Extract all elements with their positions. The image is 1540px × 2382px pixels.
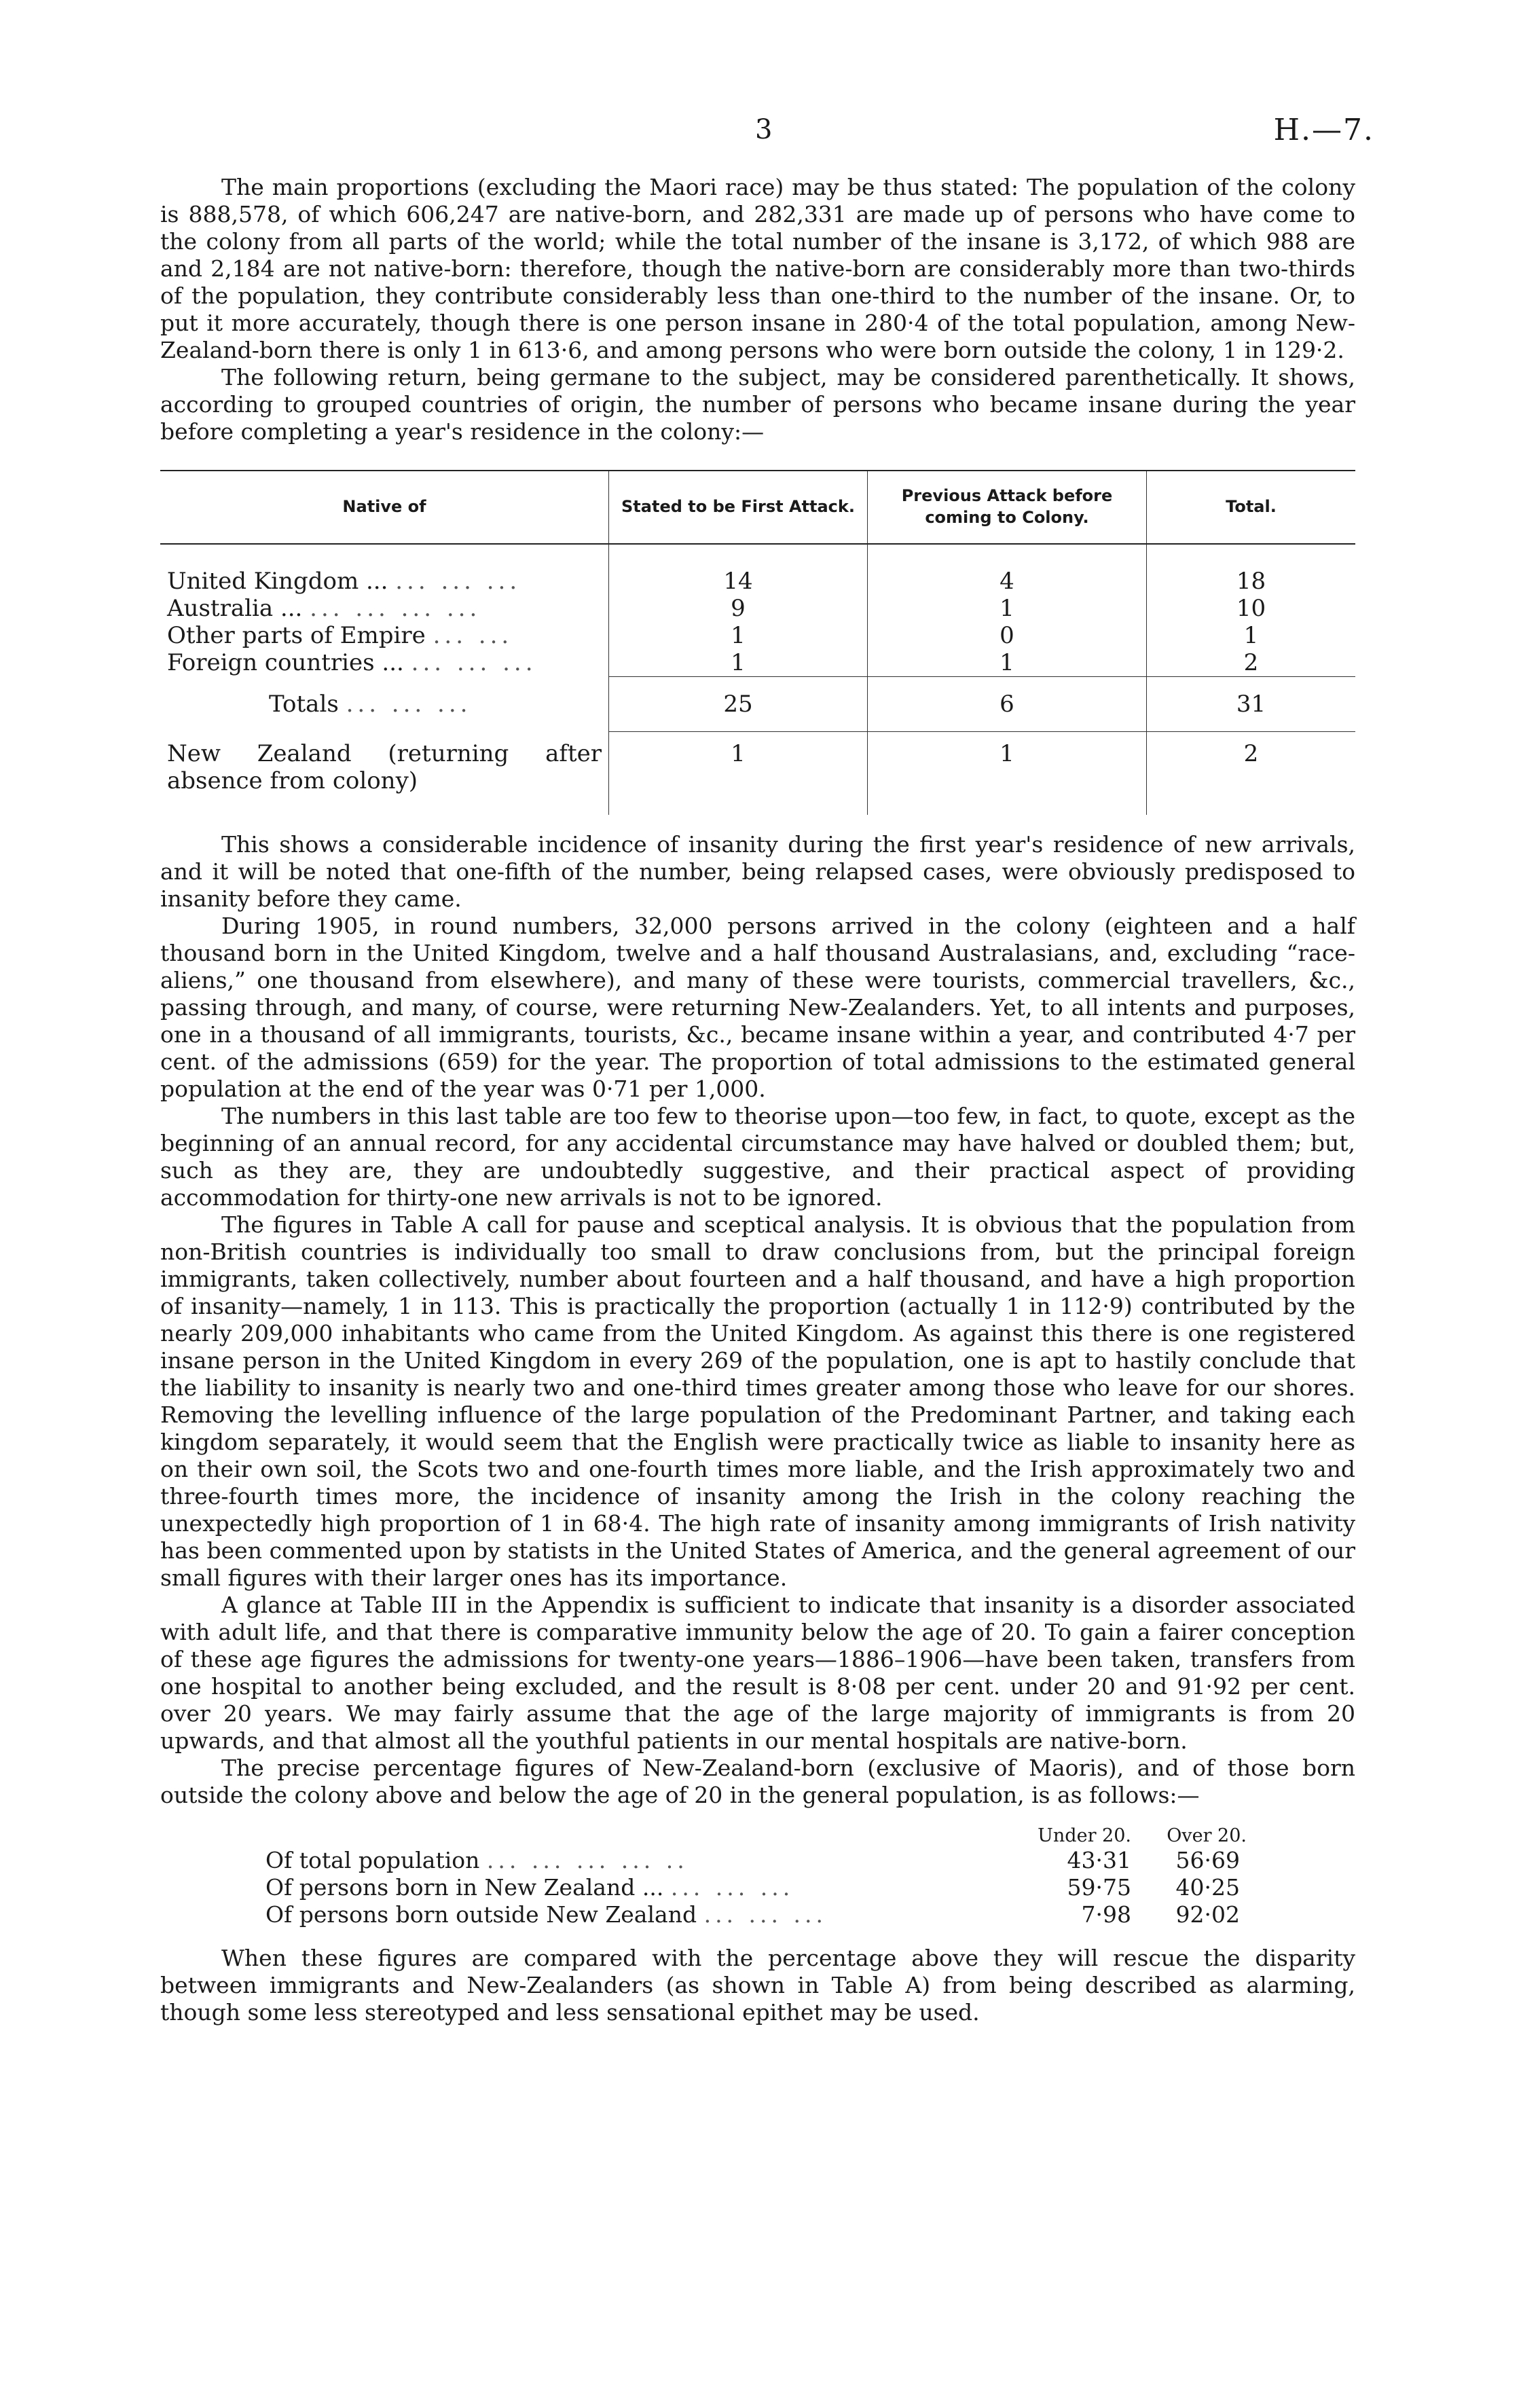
- header-over-20: Over 20.: [1167, 1825, 1247, 1846]
- first-attack-value: 14: [609, 544, 868, 595]
- total-value: 18: [1147, 544, 1356, 595]
- paragraph-incidence: This shows a considerable incidence of insanity during the first year's residence of new arrivals, and it will be noted that one-fifth of the number, being relapsed cases, were obviously predisposed to insanity before they came.: [160, 830, 1355, 912]
- row-label: Foreign countries ... ... ... ...: [167, 649, 537, 676]
- row-label: Other parts of Empire ... ...: [167, 622, 513, 649]
- new-zealand-previous-attack: 1: [868, 732, 1147, 815]
- paragraph-return-intro: The following return, being germane to the subject, may be considered parenthetically. It shows, according to grouped countries of origin, the number of persons who became insane during the year before completing a year's residence in the colony:—: [160, 364, 1355, 445]
- page-header: [0, 102, 1540, 149]
- header-native-of: Native of: [160, 471, 609, 544]
- first-attack-value: 1: [609, 622, 868, 649]
- previous-attack-value: 0: [868, 622, 1147, 649]
- previous-attack-value: 1: [868, 595, 1147, 622]
- table-row: [160, 544, 1355, 595]
- page-number: 3: [755, 114, 773, 145]
- over-20-value: 56·69: [1175, 1846, 1240, 1873]
- totals-total: 31: [1147, 677, 1356, 732]
- new-zealand-total: 2: [1147, 732, 1356, 815]
- header-total: Total.: [1147, 471, 1356, 544]
- over-20-value: 92·02: [1175, 1901, 1240, 1928]
- paragraph-table-a: The figures in Table A call for pause and sceptical analysis. It is obvious that the population from non-British countries is individually too small to draw conclusions from, but the principal foreign immigrants, taken collectively, number about fourteen and a half thousand, and have a high proportion of insanity—namely, 1 in 113. This is practically the proportion (actually 1 in 112·9) contributed by the nearly 209,000 inhabitants who came from the United Kingdom. As against this there is one registered insane person in the United Kingdom in every 269 of the population, one is apt to hastily conclude that the liability to insanity is nearly two and one-third times greater among those who leave for our shores. Removing the levelling influence of the large population of the Predominant Partner, and taking each kingdom separately, it would seem that the English were practically twice as liable to insanity here as on their own soil, the Scots two and one-fourth times more liable, and the Irish approximately two and three-fourth times more, the incidence of insanity among the Irish in the colony reaching the unexpectedly high proportion of 1 in 68·4. The high rate of insanity among immigrants of Irish nativity has been commented upon by statists in the United States of America, and the general agreement of our small figures with their larger ones has its importance.: [160, 1211, 1355, 1591]
- totals-previous-attack: 6: [868, 677, 1147, 732]
- header-previous-attack: Previous Attack before coming to Colony.: [868, 471, 1147, 544]
- previous-attack-value: 1: [868, 649, 1147, 677]
- total-value: 1: [1147, 622, 1356, 649]
- document-reference: H.—7.: [1273, 113, 1374, 147]
- header-first-attack: Stated to be First Attack.: [609, 471, 868, 544]
- row-label: United Kingdom ... ... ... ...: [167, 568, 521, 595]
- total-value: 10: [1147, 595, 1356, 622]
- new-zealand-first-attack: 1: [609, 732, 868, 815]
- total-value: 2: [1147, 649, 1356, 677]
- origin-table-header-row: [160, 471, 1355, 544]
- paragraph-percentage-intro: The precise percentage figures of New-Zealand-born (exclusive of Maoris), and of those born outside the colony above and below the age of 20 in the general population, is as follows:—: [160, 1754, 1355, 1808]
- totals-row: [160, 677, 1355, 732]
- paragraph-conclusion: When these figures are compared with the percentage above they will rescue the disparity between immigrants and New-Zealanders (as shown in Table A) from being described as alarming, though some less stereotyped and less sensational epithet may be used.: [160, 1944, 1355, 2026]
- first-attack-value: 9: [609, 595, 868, 622]
- table-row: [160, 622, 1355, 649]
- previous-attack-value: 4: [868, 544, 1147, 595]
- row-label: Australia ... ... ... ... ...: [167, 595, 481, 622]
- table-row: [160, 1901, 1355, 1928]
- table-row: [160, 649, 1355, 677]
- table-row: [160, 1847, 1355, 1874]
- row-label: Of total population ... ... ... ... ..: [265, 1846, 689, 1873]
- under-20-value: 59·75: [1067, 1873, 1131, 1901]
- table-row: [160, 1874, 1355, 1901]
- paragraph-arrivals-1905: During 1905, in round numbers, 32,000 persons arrived in the colony (eighteen and a half thousand born in the United Kingdom, twelve and a half thousand Australasians, and, excluding “race-aliens,” one thousand from elsewhere), and many of these were tourists, commercial travellers, &c., passing through, and many, of course, were returning New-Zealanders. Yet, to all intents and purposes, one in a thousand of all immigrants, tourists, &c., became insane within a year, and contributed 4·7 per cent. of the admissions (659) for the year. The proportion of total admissions to the estimated general population at the end of the year was 0·71 per 1,000.: [160, 912, 1355, 1102]
- header-under-20: Under 20.: [1038, 1825, 1131, 1846]
- totals-first-attack: 25: [609, 677, 868, 732]
- new-zealand-row: [160, 732, 1355, 815]
- paragraph-population-proportions: The main proportions (excluding the Maori race) may be thus stated: The population of the colony is 888,578, of which 606,247 are native-born, and 282,331 are made up of persons who have come to the colony from all parts of the world; while the total number of the insane is 3,172, of which 988 are and 2,184 are not native-born: therefore, though the native-born are considerably more than two-thirds of the population, they contribute considerably less than one-third to the number of the insane. Or, to put it more accurately, though there is one person insane in 280·4 of the total population, among New-Zealand-born there is only 1 in 613·6, and among persons who were born outside the colony, 1 in 129·2.: [160, 174, 1355, 363]
- row-label: Of persons born outside New Zealand ... ... ...: [265, 1901, 827, 1928]
- paragraph-numbers-too-few: The numbers in this last table are too few to theorise upon—too few, in fact, to quote, except as the beginning of an annual record, for any accidental circumstance may have halved or doubled them; but, such as they are, they are undoubtedly suggestive, and their practical aspect of providing accommodation for thirty-one new arrivals is not to be ignored.: [160, 1102, 1355, 1211]
- row-label: Of persons born in New Zealand ... ... ... ...: [265, 1873, 794, 1901]
- over-20-value: 40·25: [1175, 1873, 1240, 1901]
- origin-table: [160, 470, 1355, 815]
- first-attack-value: 1: [609, 649, 868, 677]
- totals-label: Totals ... ... ...: [269, 690, 472, 718]
- paragraph-age-immunity: A glance at Table III in the Appendix is sufficient to indicate that insanity is a disorder associated with adult life, and that there is comparative immunity below the age of 20. To gain a fairer conception of these age figures the admissions for twenty-one years—1886–1906—have been taken, transfers from one hospital to another being excluded, and the result is 8·08 per cent. under 20 and 91·92 per cent. over 20 years. We may fairly assume that the age of the large majority of immigrants is from 20 upwards, and that almost all the youthful patients in our mental hospitals are native-born.: [160, 1591, 1355, 1754]
- age-percentage-table: [160, 1822, 1355, 1928]
- table-row: [160, 595, 1355, 622]
- under-20-value: 7·98: [1081, 1901, 1131, 1928]
- age-table-header: [160, 1822, 1355, 1847]
- page-body: [160, 174, 1355, 2026]
- new-zealand-label: New Zealand (returning after absence from colony): [167, 739, 602, 794]
- under-20-value: 43·31: [1067, 1846, 1131, 1873]
